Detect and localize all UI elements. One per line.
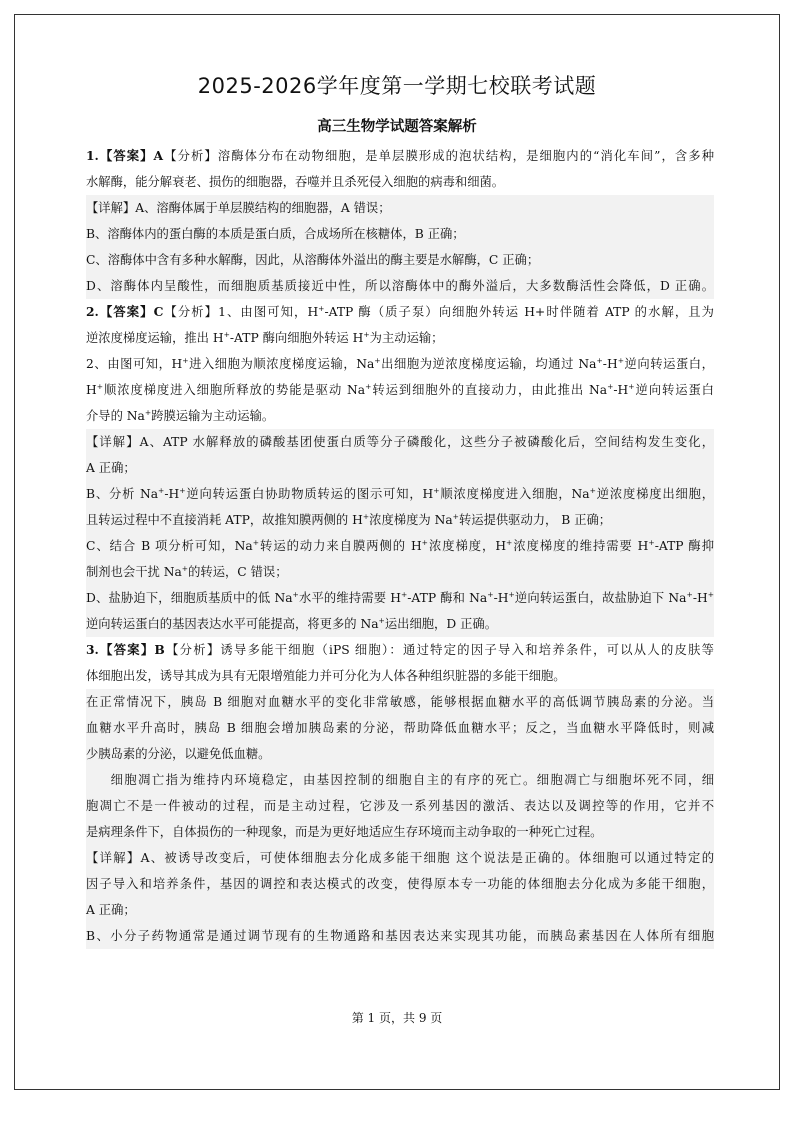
q2-detail-a-1: 【详解】A、ATP 水解释放的磷酸基团使蛋白质等分子磷酸化，这些分子被磷酸化后，空间结构发生变化， bbox=[86, 435, 714, 449]
q3-analysis-text: 【分析】诱导多能干细胞（iPS 细胞）：通过特定的因子导入和培养条件，可以从人的皮肤等 bbox=[164, 643, 714, 657]
q3-para-2-line-2: 胞凋亡不是一件被动的过程，而是主动过程，它涉及一系列基因的激活、表达以及调控等的作用，它并不 bbox=[86, 799, 714, 813]
q2-analysis-line-5: 介导的 Na+跨膜运输为主动运输。 bbox=[86, 407, 275, 423]
q3-para-2-line-3: 是病理条件下，自体损伤的一种现象，而是为更好地适应生存环境而主动争取的一种死亡过程。 bbox=[86, 825, 603, 839]
q3-para-1-line-3: 少胰岛素的分泌，以避免低血糖。 bbox=[86, 747, 271, 761]
q3-para-1-line-2: 血糖水平升高时，胰岛 B 细胞会增加胰岛素的分泌，帮助降低血糖水平；反之，当血糖水平降低时，则减 bbox=[86, 721, 714, 735]
q2-number: 2. bbox=[86, 304, 99, 319]
answer-content bbox=[86, 143, 714, 949]
q3-detail-b-1: B、小分子药物通常是通过调节现有的生物通路和基因表达来实现其功能，而胰岛素基因在人体所有细胞 bbox=[86, 929, 714, 943]
q3-detail-a-1: 【详解】A、被诱导改变后，可使体细胞去分化成多能干细胞 这个说法是正确的。体细胞可以通过特定的 bbox=[86, 851, 714, 865]
q1-detail-c: C、溶酶体中含有多种水解酶，因此，从溶酶体外溢出的酶主要是水解酶，C 正确； bbox=[86, 253, 540, 267]
q3-explanation-block bbox=[86, 689, 714, 949]
q1-detail-d: D、溶酶体内呈酸性，而细胞质基质接近中性，所以溶酶体中的酶外溢后，大多数酶活性会降低，D 正确。 bbox=[86, 279, 714, 293]
q2-analysis-line-3: 2、由图可知，H+进入细胞为顺浓度梯度运输，Na+出细胞为逆浓度梯度运输，均通过 Na+-H+逆向转运蛋白， bbox=[86, 355, 714, 371]
q3-para-1-line-1: 在正常情况下，胰岛 B 细胞对血糖水平的变化非常敏感，能够根据血糖水平的高低调节胰岛素的分泌。当 bbox=[86, 695, 714, 709]
q2-detail-d-1: D、盐胁迫下，细胞质基质中的低 Na+水平的维持需要 H+-ATP 酶和 Na+-H+逆向转运蛋白，故盐胁迫下 Na+-H+ bbox=[86, 589, 715, 605]
q3-detail-a-2: 因子导入和培养条件，基因的调控和表达模式的改变，使得原本专一功能的体细胞去分化成为多能干细胞， bbox=[86, 877, 714, 891]
q3-analysis-line-1 bbox=[86, 637, 714, 663]
q2-analysis-line-2: 逆浓度梯度运输，推出 H+-ATP 酶向细胞外转运 H+为主动运输； bbox=[86, 329, 444, 345]
q3-number: 3. bbox=[86, 642, 99, 657]
q2-answer: 【答案】C bbox=[98, 304, 164, 319]
q3-analysis-line-2: 体细胞出发，诱导其成为具有无限增殖能力并可分化为人体各种组织脏器的多能干细胞。 bbox=[86, 669, 566, 683]
q1-detail-b: B、溶酶体内的蛋白酶的本质是蛋白质，合成场所在核糖体，B 正确； bbox=[86, 227, 465, 241]
q3-detail-a-3: A 正确； bbox=[86, 903, 136, 917]
q2-detail-block bbox=[86, 429, 714, 637]
q1-detail-a: 【详解】A、溶酶体属于单层膜结构的细胞器，A 错误； bbox=[86, 201, 391, 215]
q1-analysis-line-2: 水解酶，能分解衰老、损伤的细胞器，吞噬并且杀死侵入细胞的病毒和细菌。 bbox=[86, 175, 505, 189]
q2-detail-d-2: 逆向转运蛋白的基因表达水平可能提高，将更多的 Na+运出细胞，D 正确。 bbox=[86, 615, 497, 631]
q3-para-2-line-1: 细胞凋亡指为维持内环境稳定，由基因控制的细胞自主的有序的死亡。细胞凋亡与细胞坏死不同，细 bbox=[110, 773, 714, 787]
document-title: 2025-2026学年度第一学期七校联考试题 bbox=[197, 74, 597, 98]
q1-analysis-text: 【分析】溶酶体分布在动物细胞，是单层膜形成的泡状结构，是细胞内的“消化车间”，含多种 bbox=[163, 149, 714, 163]
q2-detail-c-2: 制剂也会干扰 Na+的转运，C 错误； bbox=[86, 563, 288, 579]
q2-analysis-line-1: 2.【答案】C【分析】1、由图可知，H+-ATP 酶（质子泵）向细胞外转运 H+时伴随着 ATP 的水解，且为 bbox=[86, 303, 714, 319]
q2-detail-b-1: B、分析 Na+-H+逆向转运蛋白协助物质转运的图示可知，H+顺浓度梯度进入细胞，Na+逆浓度梯度出细胞， bbox=[86, 485, 714, 501]
q1-number: 1. bbox=[86, 148, 99, 163]
q1-detail-block bbox=[86, 195, 714, 299]
q2-detail-b-2: 且转运过程中不直接消耗 ATP，故推知膜两侧的 H+浓度梯度为 Na+转运提供驱动力， B 正确； bbox=[86, 511, 612, 527]
q3-answer: 【答案】B bbox=[98, 642, 165, 657]
q1-analysis-line-1 bbox=[86, 143, 714, 169]
page-number: 第 1 页，共 9 页 bbox=[351, 1011, 443, 1025]
q2-detail-a-2: A 正确； bbox=[86, 461, 136, 475]
q2-analysis-line-4: H+顺浓度梯度进入细胞所释放的势能是驱动 Na+转运到细胞外的直接动力，由此推出 Na+-H+逆向转运蛋白 bbox=[86, 381, 714, 397]
document-subtitle: 高三生物学试题答案解析 bbox=[317, 119, 477, 135]
q1-answer: 【答案】A bbox=[98, 148, 164, 163]
q2-detail-c-1: C、结合 B 项分析可知，Na+转运的动力来自膜两侧的 H+浓度梯度，H+浓度梯度的维持需要 H+-ATP 酶抑 bbox=[86, 537, 714, 553]
